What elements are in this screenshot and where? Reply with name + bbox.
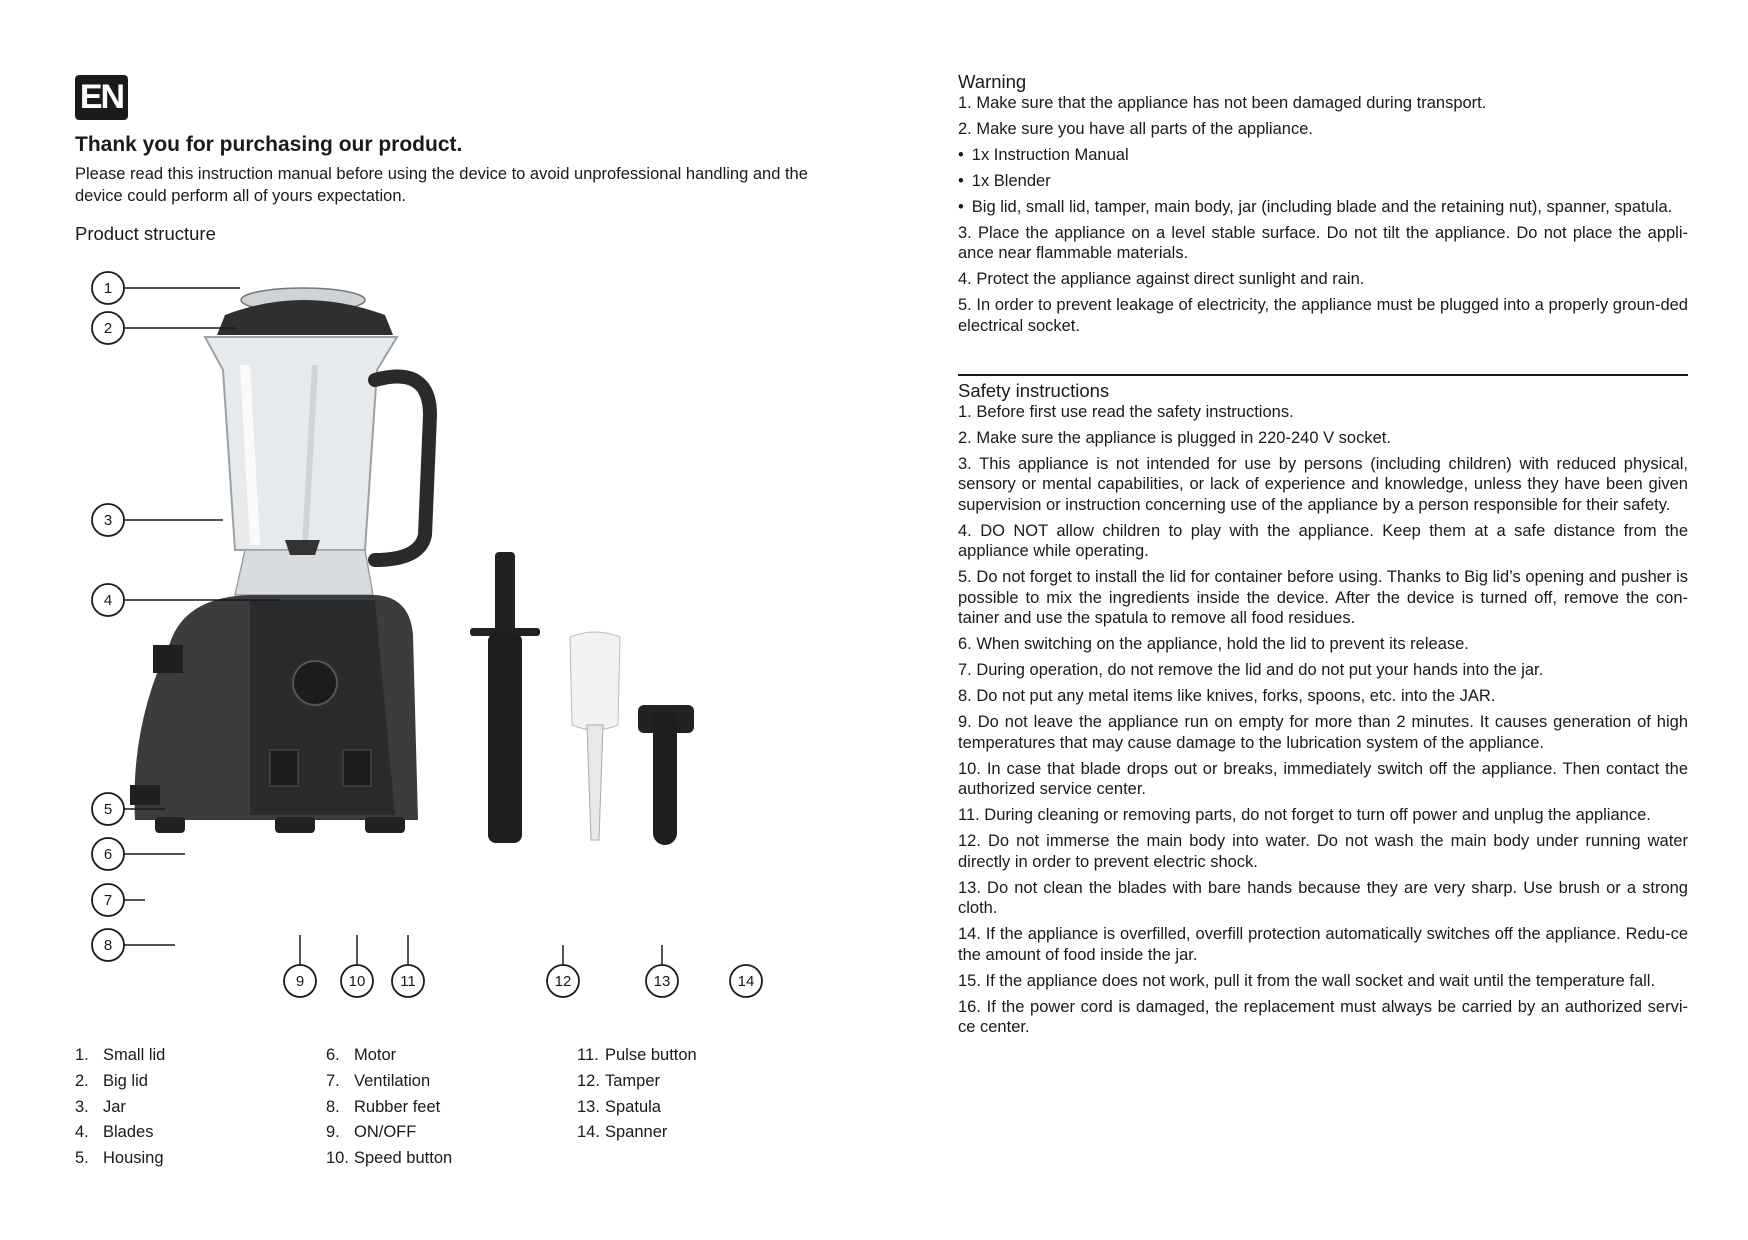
list-item: 1. Make sure that the appliance has not been damaged during transport.	[958, 93, 1487, 112]
spanner-illustration	[638, 705, 694, 845]
product-diagram	[75, 255, 815, 1015]
callout-8: 8	[103, 937, 113, 954]
list-item: 6. Motor	[326, 1046, 397, 1064]
list-item: 14. Spanner	[577, 1123, 668, 1142]
callout-6: 6	[103, 846, 113, 863]
callout-9: 9	[295, 973, 305, 990]
list-item: 12. Tamper	[577, 1071, 661, 1090]
list-item: 4. Blades	[75, 1123, 154, 1142]
list-item: 10. Speed button	[326, 1149, 453, 1168]
list-item: 14. If the appliance is overfilled, overfill protection automatically switches off the appliance. Redu-ce the amount of food inside the jar.	[958, 925, 1688, 964]
blender-base-illustration	[130, 595, 418, 833]
callout-4: 4	[103, 592, 113, 609]
list-item: 9. Do not leave the appliance run on empty for more than 2 minutes. It causes generation of high temperatures that may cause damage to the lubrication system of the appliance.	[958, 713, 1688, 752]
list-item: • 1x Instruction Manual	[958, 145, 1688, 166]
callout-14: 14	[737, 973, 755, 990]
callout-13: 13	[653, 973, 671, 990]
callout-5: 5	[103, 801, 113, 818]
list-item: 8. Rubber feet	[326, 1097, 441, 1116]
list-item: 3. Place the appliance on a level stable surface. Do not tilt the appliance. Do not place the appli-ance near flammable materials.	[958, 223, 1688, 262]
warning-section	[958, 72, 1688, 342]
callout-3: 3	[103, 512, 113, 529]
list-item: 1. Before first use read the safety instructions.	[958, 402, 1294, 421]
list-item: 11. Pulse button	[577, 1046, 697, 1064]
spatula-illustration	[570, 632, 620, 840]
list-item: 13. Do not clean the blades with bare hands because they are very sharp. Use brush or a strong cloth.	[958, 878, 1688, 917]
list-item: 4. DO NOT allow children to play with the appliance. Keep them at a safe distance from the appliance while operating.	[958, 521, 1688, 560]
list-item: 1. Small lid	[75, 1046, 166, 1064]
list-item: 2. Big lid	[75, 1071, 148, 1090]
list-item: 2. Make sure you have all parts of the appliance.	[958, 119, 1313, 138]
list-item: 13. Spatula	[577, 1097, 661, 1116]
language-badge: EN	[75, 75, 128, 120]
parts-list-col3	[577, 1043, 807, 1146]
parts-list-col2	[326, 1043, 556, 1172]
list-item: 8. Do not put any metal items like knives, forks, spoons, etc. into the JAR.	[958, 687, 1496, 705]
callout-10: 10	[348, 973, 366, 990]
list-item: 7. During operation, do not remove the lid and do not put your hands into the jar.	[958, 661, 1544, 679]
list-item: 7. Ventilation	[326, 1071, 431, 1090]
warning-title: Warning	[958, 71, 1027, 92]
callout-11: 11	[400, 973, 416, 990]
callout-1: 1	[103, 280, 113, 297]
list-item: 3. This appliance is not intended for use by persons (including children) with reduced physical, sensory or mental capabilities, or lack of experience and knowledge, unless they have been given supervision or instruction concerning use of the appliance by a person responsible for their safety.	[958, 454, 1688, 514]
parts-list-col1	[75, 1043, 305, 1172]
product-structure-title: Product structure	[75, 223, 216, 244]
list-item: • Big lid, small lid, tamper, main body, jar (including blade and the retaining nut), spanner, spatula.	[958, 197, 1688, 218]
list-item: 5. In order to prevent leakage of electricity, the appliance must be plugged into a properly groun-ded electrical socket.	[958, 296, 1688, 335]
list-item: 3. Jar	[75, 1097, 126, 1116]
list-item: • 1x Blender	[958, 171, 1688, 192]
section-divider	[958, 374, 1688, 376]
callout-12: 12	[554, 973, 572, 990]
list-item: 16. If the power cord is damaged, the replacement must always be carried by an authorized servi-ce center.	[958, 997, 1688, 1036]
callout-2: 2	[103, 320, 113, 337]
safety-section	[958, 381, 1688, 1043]
tamper-illustration	[470, 552, 540, 843]
list-item: 2. Make sure the appliance is plugged in 220-240 V socket.	[958, 428, 1391, 447]
list-item: 12. Do not immerse the main body into water. Do not wash the main body under running water directly in order to prevent electric shock.	[958, 832, 1688, 871]
page-heading: Thank you for purchasing our product.	[75, 133, 463, 156]
list-item: 11. During cleaning or removing parts, do not forget to turn off power and unplug the appliance.	[958, 806, 1651, 824]
blender-jar-illustration	[205, 288, 430, 595]
list-item: 15. If the appliance does not work, pull it from the wall socket and wait until the temperature fall.	[958, 971, 1656, 990]
intro-text: Please read this instruction manual before using the device to avoid unprofessional handling and the device could perform all of yours expectation.	[75, 165, 808, 205]
list-item: 10. In case that blade drops out or breaks, immediately switch off the appliance. Then contact the authorized service center.	[958, 759, 1688, 798]
list-item: 9. ON/OFF	[326, 1123, 417, 1142]
list-item: 5. Housing	[75, 1149, 164, 1168]
list-item: 4. Protect the appliance against direct sunlight and rain.	[958, 270, 1365, 288]
callout-7: 7	[103, 892, 113, 909]
list-item: 5. Do not forget to install the lid for container before using. Thanks to Big lid’s opening and pusher is possible to mix the ingredients inside the device. After the device is turned off, remove the con-tainer and use the spatula to remove all food residues.	[958, 568, 1688, 627]
list-item: 6. When switching on the appliance, hold the lid to prevent its release.	[958, 635, 1469, 653]
safety-title: Safety instructions	[958, 380, 1110, 401]
